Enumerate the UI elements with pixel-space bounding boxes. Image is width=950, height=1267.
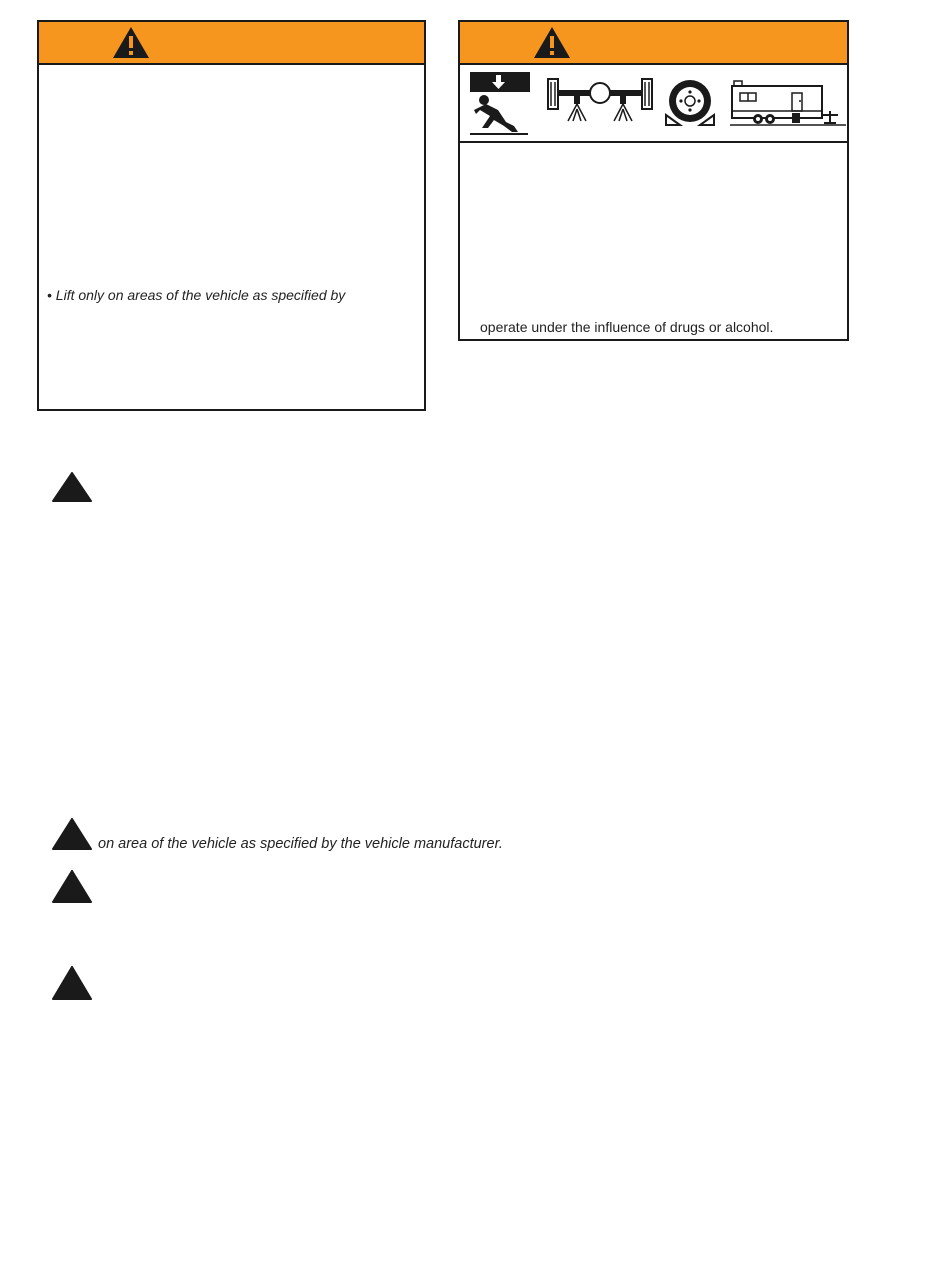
right-warning-box <box>458 20 849 341</box>
jack-stands-icon <box>546 77 656 135</box>
warning-bullet-icon <box>52 818 92 850</box>
left-warning-bullet: • Lift only on areas of the vehicle as specified by <box>47 287 346 303</box>
right-warning-last-line: operate under the influence of drugs or alcohol. <box>480 319 774 335</box>
lift-point-instruction: on area of the vehicle as specified by the vehicle manufacturer. <box>98 836 503 852</box>
warning-bullet-icon <box>52 870 92 903</box>
wheel-chock-icon <box>664 79 716 127</box>
crush-hazard-icon <box>468 70 532 136</box>
trailer-icon <box>730 79 846 131</box>
left-warning-header <box>39 22 424 65</box>
warning-bullet-icon <box>52 472 92 502</box>
pictogram-row <box>460 65 847 143</box>
warning-triangle-icon <box>112 26 150 59</box>
left-warning-box <box>37 20 426 411</box>
warning-triangle-icon <box>533 26 571 59</box>
right-warning-header <box>460 22 847 65</box>
warning-bullet-icon <box>52 966 92 1000</box>
